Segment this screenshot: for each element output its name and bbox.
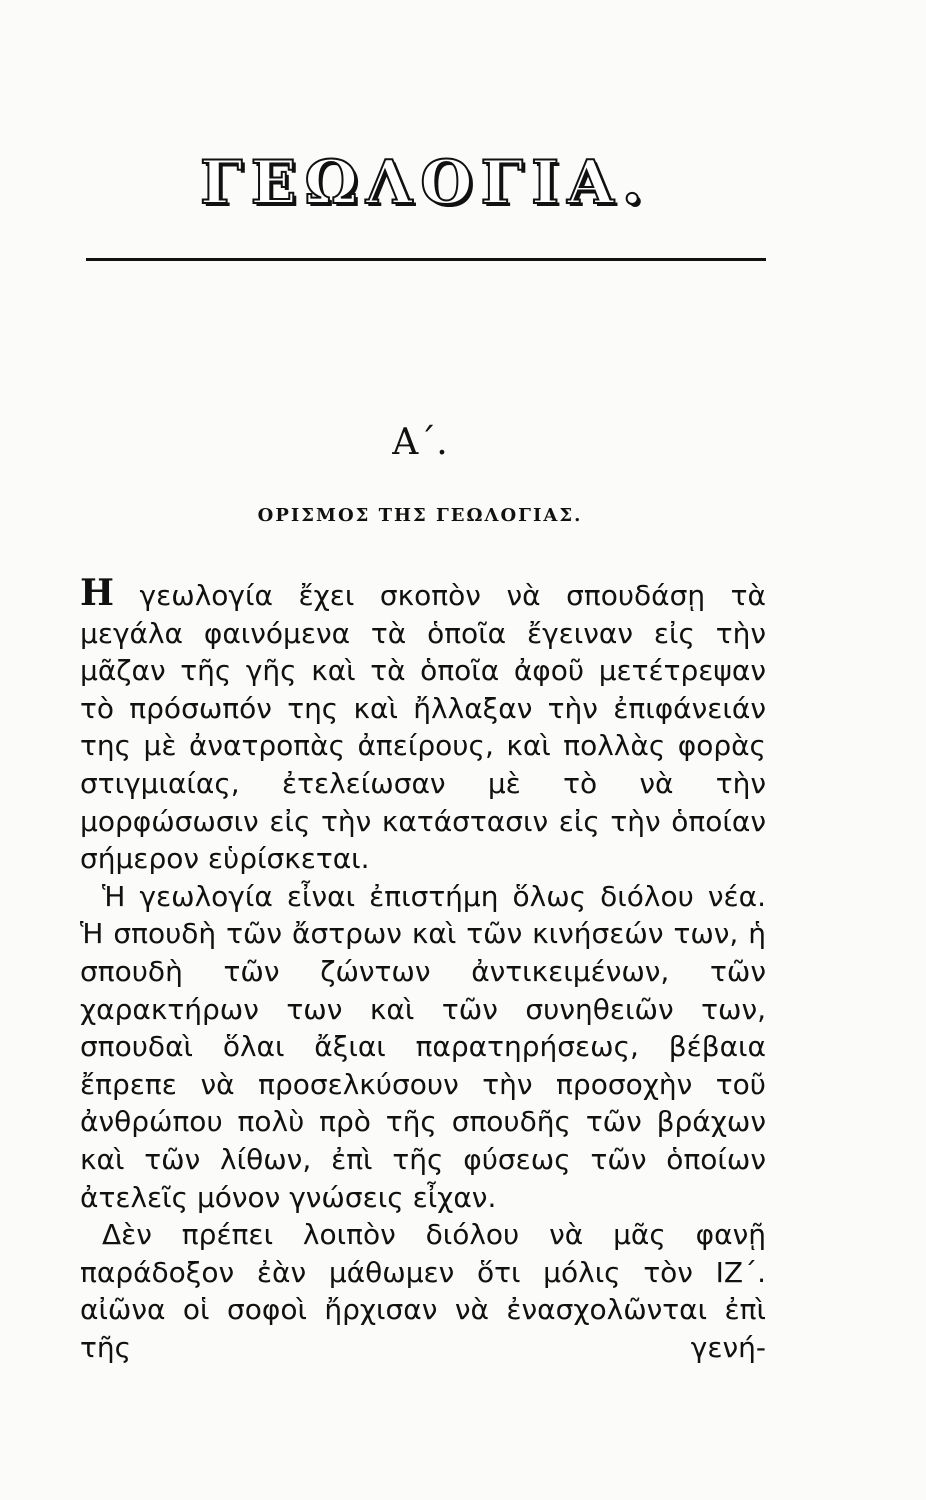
title-rule [86, 258, 766, 261]
paragraph-3: Δὲν πρέπει λοιπὸν διόλου νὰ μᾶς φανῇ παράδοξον ἐὰν μάθωμεν ὅτι μόλις τὸν ΙΖ΄. αἰῶνα οἱ σοφοὶ ἤρχισαν νὰ ἐνασχολῶνται ἐπὶ τῆς γενή- [80, 1218, 766, 1364]
drop-cap: Η [80, 572, 115, 614]
page-title: ΓΕΩΛΟΓΙΑ. [200, 148, 651, 218]
body-text [80, 572, 766, 1366]
paragraph-1 [80, 572, 766, 878]
chapter-number: Α΄. [392, 422, 448, 463]
paragraph-1-text: γεωλογία ἔχει σκοπὸν νὰ σπουδάσῃ τὰ μεγάλα φαινόμενα τὰ ὁποῖα ἔγειναν εἰς τὴν μᾶζαν τῆς γῆς καὶ τὰ ὁποῖα ἀφοῦ μετέτρεψαν τὸ πρόσωπόν της καὶ ἤλλαξαν τὴν ἐπιφάνειάν της μὲ ἀνατροπὰς ἀπείρους, καὶ πολλὰς φορὰς στιγμιαίας, ἐτελείωσαν μὲ τὸ νὰ τὴν μορφώσωσιν εἰς τὴν κατάστασιν εἰς τὴν ὁποίαν σήμερον εὑρίσκεται. [80, 579, 766, 876]
paragraph-2: Ἡ γεωλογία εἶναι ἐπιστήμη ὅλως διόλου νέα. Ἡ σπουδὴ τῶν ἄστρων καὶ τῶν κινήσεών των, ἡ σπουδὴ τῶν ζώντων ἀντικειμένων, τῶν χαρακτήρων των καὶ τῶν συνηθειῶν των, σπουδαὶ ὅλαι ἄξιαι παρατηρήσεως, βέβαια ἔπρεπε νὰ προσελκύσουν τὴν προσοχὴν τοῦ ἀνθρώπου πολὺ πρὸ τῆς σπουδῆς τῶν βράχων καὶ τῶν λίθων, ἐπὶ τῆς φύσεως τῶν ὁποίων ἀτελεῖς μόνον γνώσεις εἶχαν. [80, 879, 766, 1214]
chapter-subtitle: ΟΡΙΣΜΟΣ ΤΗΣ ΓΕΩΛΟΓΙΑΣ. [257, 505, 583, 526]
